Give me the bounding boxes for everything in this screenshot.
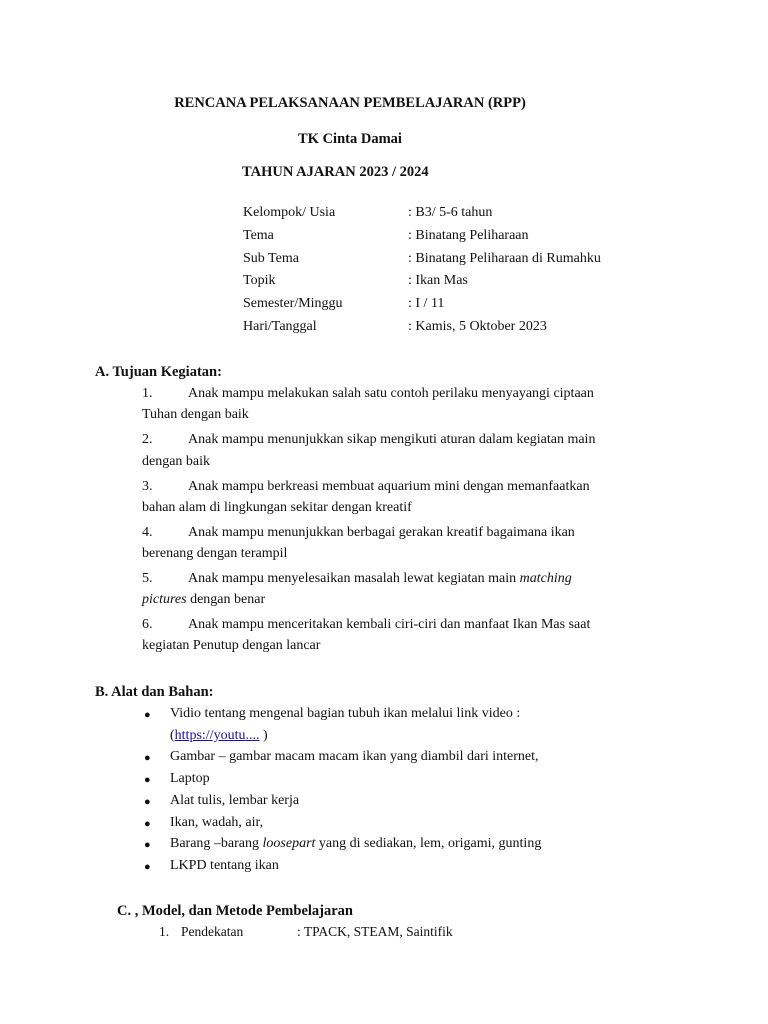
item-value: : TPACK, STEAM, Saintifik — [297, 924, 453, 939]
item-text-italic: pictures — [142, 592, 187, 607]
paren-close: ) — [259, 728, 268, 743]
item-text-continued: berenang dengan terampil — [142, 546, 288, 561]
academic-year: TAHUN AJARAN 2023 / 2024 — [242, 164, 429, 180]
school-name: TK Cinta Damai — [298, 131, 402, 147]
bullet-text-plain: yang di sediakan, lem, origami, gunting — [315, 836, 542, 851]
info-value: : Binatang Peliharaan di Rumahku — [408, 251, 601, 266]
info-label: Tema — [243, 228, 274, 243]
section-c-heading: C. , Model, dan Metode Pembelajaran — [117, 903, 353, 919]
bullet-text: Gambar – gambar macam macam ikan yang diambil dari internet, — [170, 749, 539, 764]
item-text-italic: matching — [519, 571, 572, 586]
item-text: Anak mampu menunjukkan sikap mengikuti aturan dalam kegiatan main — [188, 432, 596, 447]
bullet-icon: ● — [144, 861, 151, 873]
item-number: 3. — [142, 479, 153, 494]
item-text-plain: Anak mampu menyelesaikan masalah lewat kegiatan main — [188, 571, 520, 586]
bullet-icon: ● — [144, 709, 151, 721]
info-value: : Binatang Peliharaan — [408, 228, 529, 243]
bullet-icon: ● — [144, 818, 151, 830]
info-value: : Kamis, 5 Oktober 2023 — [408, 319, 547, 334]
bullet-icon: ● — [144, 839, 151, 851]
info-label: Sub Tema — [243, 251, 299, 266]
item-text: Anak mampu melakukan salah satu contoh perilaku menyayangi ciptaan — [188, 386, 594, 401]
section-a-heading: A. Tujuan Kegiatan: — [95, 364, 222, 380]
item-text-continued: dengan baik — [142, 454, 211, 469]
bullet-text: Ikan, wadah, air, — [170, 815, 264, 830]
item-text: Anak mampu menunjukkan berbagai gerakan kreatif bagaimana ikan — [188, 525, 575, 540]
section-b-heading: B. Alat dan Bahan: — [95, 684, 214, 700]
item-text-continued: bahan alam di lingkungan sekitar dengan kreatif — [142, 500, 412, 515]
info-label: Semester/Minggu — [243, 296, 343, 311]
item-number: 2. — [142, 432, 153, 447]
bullet-icon: ● — [144, 752, 151, 764]
item-number: 5. — [142, 571, 153, 586]
item-text-plain: dengan benar — [186, 592, 266, 607]
info-label: Topik — [243, 273, 276, 288]
item-number: 1. — [142, 386, 153, 401]
info-value: : Ikan Mas — [408, 273, 468, 288]
item-text: Anak mampu berkreasi membuat aquarium mini dengan memanfaatkan — [188, 479, 590, 494]
info-value: : B3/ 5-6 tahun — [408, 205, 493, 220]
item-number: 6. — [142, 617, 153, 632]
paren-open: ( — [170, 728, 175, 743]
item-number: 4. — [142, 525, 153, 540]
bullet-text: Laptop — [170, 771, 210, 786]
bullet-text-plain: Barang –barang — [170, 836, 263, 851]
bullet-icon: ● — [144, 796, 151, 808]
document-title: RENCANA PELAKSANAAN PEMBELAJARAN (RPP) — [174, 95, 526, 111]
item-text-continued: Tuhan dengan baik — [142, 407, 249, 422]
info-value: : I / 11 — [408, 296, 445, 311]
info-label: Hari/Tanggal — [243, 319, 317, 334]
bullet-icon: ● — [144, 774, 151, 786]
bullet-text-italic: loosepart — [262, 836, 316, 851]
item-number: 1. — [159, 924, 170, 939]
item-label: Pendekatan — [181, 924, 244, 939]
item-text-continued — [142, 592, 265, 608]
bullet-text: Vidio tentang mengenal bagian tubuh ikan melalui link video : — [170, 706, 521, 721]
info-label: Kelompok/ Usia — [243, 205, 336, 220]
bullet-text-continued — [170, 728, 268, 744]
item-text-continued: kegiatan Penutup dengan lancar — [142, 638, 321, 653]
item-text: Anak mampu menceritakan kembali ciri-ciri dan manfaat Ikan Mas saat — [188, 617, 591, 632]
bullet-text: LKPD tentang ikan — [170, 858, 279, 873]
bullet-text: Alat tulis, lembar kerja — [170, 793, 300, 808]
item-text — [188, 571, 572, 587]
video-link[interactable]: https://youtu.... — [174, 728, 260, 743]
bullet-text — [170, 836, 541, 852]
